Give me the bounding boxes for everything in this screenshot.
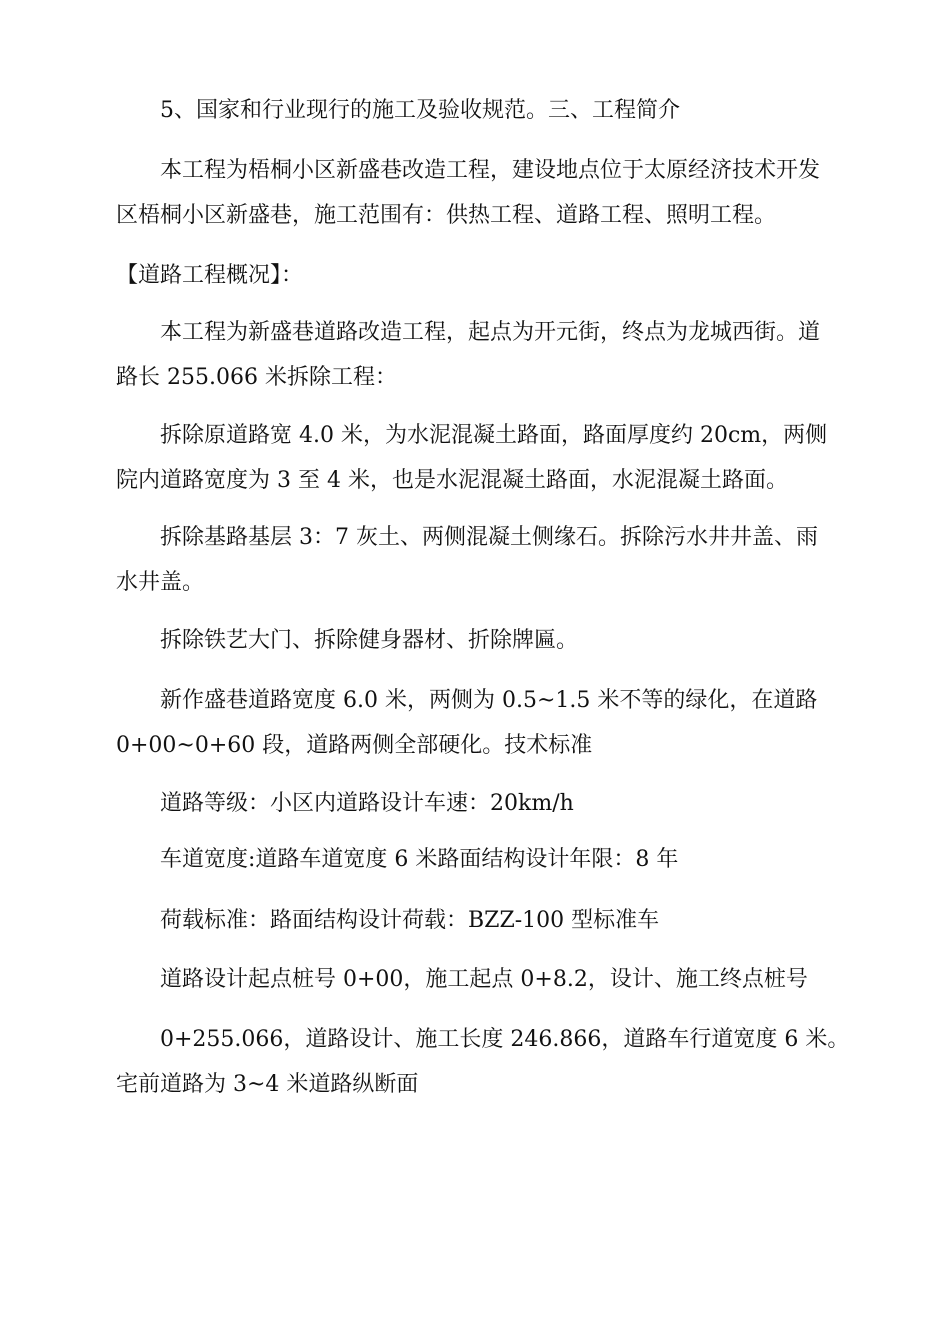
text-line: 院内道路宽度为 3 至 4 米，也是水泥混凝土路面，水泥混凝土路面。: [116, 468, 788, 493]
text-line: 宅前道路为 3~4 米道路纵断面: [116, 1072, 419, 1097]
text-line: 路长 255.066 米拆除工程：: [116, 365, 397, 390]
text-line: 拆除原道路宽 4.0 米，为水泥混凝土路面，路面厚度约 20cm，两侧: [160, 423, 828, 448]
paragraph-project-intro: [116, 148, 836, 238]
text-line: 区梧桐小区新盛巷，施工范围有：供热工程、道路工程、照明工程。: [116, 203, 777, 228]
paragraph-end-station: [116, 1017, 850, 1107]
text-line: 0+255.066，道路设计、施工长度 246.866，道路车行道宽度 6 米。: [160, 1027, 850, 1052]
section-heading-road-overview: [116, 253, 836, 298]
text-line: 【道路工程概况】：: [116, 263, 304, 288]
paragraph-road-grade: [116, 781, 836, 826]
text-line: 0+00~0+60 段，道路两侧全部硬化。技术标准: [116, 733, 593, 758]
paragraph-load-standard: [116, 898, 836, 943]
text-line: 新作盛巷道路宽度 6.0 米，两侧为 0.5~1.5 米不等的绿化，在道路: [160, 688, 818, 713]
text-line: 拆除铁艺大门、拆除健身器材、折除牌匾。: [160, 628, 579, 653]
paragraph-road-project: [116, 310, 836, 400]
text-line: 道路设计起点桩号 0+00，施工起点 0+8.2，设计、施工终点桩号: [160, 967, 808, 992]
text-line: 荷载标准：路面结构设计荷载：BZZ-100 型标准车: [160, 908, 660, 933]
paragraph-regulations: [116, 88, 836, 133]
text-line: 道路等级：小区内道路设计车速：20km/h: [160, 791, 574, 816]
paragraph-new-road: [116, 678, 836, 768]
text-line: 本工程为梧桐小区新盛巷改造工程，建设地点位于太原经济技术开发: [160, 158, 821, 183]
text-line: 本工程为新盛巷道路改造工程，起点为开元街，终点为龙城西街。道: [160, 320, 821, 345]
text-line: 拆除基路基层 3：7 灰土、两侧混凝土侧缘石。拆除污水井井盖、雨: [160, 525, 818, 550]
paragraph-demolish-road: [116, 413, 836, 503]
paragraph-demolish-gate: [116, 618, 836, 663]
text-line: 水井盖。: [116, 570, 205, 595]
paragraph-start-station: [116, 957, 836, 1002]
text-line: 车道宽度:道路车道宽度 6 米路面结构设计年限：8 年: [160, 847, 679, 872]
paragraph-demolish-base: [116, 515, 836, 605]
text-line: 5、国家和行业现行的施工及验收规范。三、工程简介: [160, 98, 680, 123]
paragraph-lane-width: [116, 837, 836, 882]
